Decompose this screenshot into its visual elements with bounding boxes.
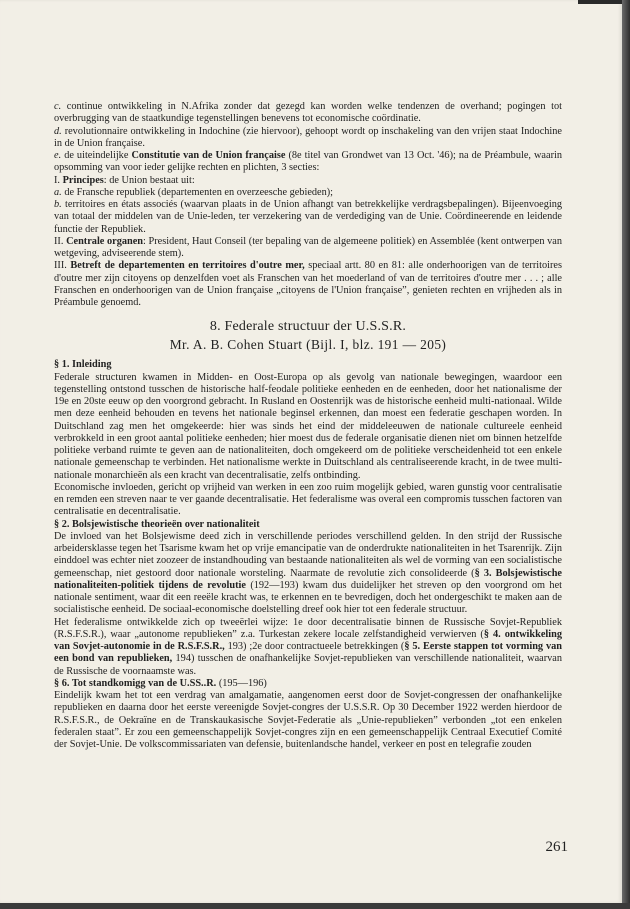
- item-text: territoires en états associés (waarvan plaats in de Union afhangt van betrekkelijke verdragsbepalingen). Bijeenvoeging van totaal der middelen van de Unie-leden, ter verzekering van de verdediging van de Unie. Coördineerende en leidende functie der Republiek.: [54, 199, 563, 235]
- item-text-rest: : de Union bestaat uit:: [103, 174, 195, 186]
- paragraph-text: Het federalisme ontwikkelde zich op tweeërlei wijze: 1e door decentralisatie binnen de Russische Sovjet-Republiek (R.S.F.S.R.), waar „autonome republieken” z.a. Turkestan zekere locale zelfstandigheid verwierven (: [54, 616, 562, 640]
- list-item-centrale-organen: [54, 236, 562, 261]
- item-bold-term: Betreft de departementen en territoires d'outre mer,: [70, 260, 305, 272]
- paragraph: [54, 531, 562, 617]
- subsection-heading-6: [54, 678, 562, 690]
- item-text: continue ontwikkeling in N.Afrika zonder dat gezegd kan worden welke tendenzen de overhand; pogingen tot overbrugging van de staatkundige tegenstellingen benevens tot economische coördinatie.: [54, 101, 562, 125]
- section-title: 8. Federale structuur der U.S.S.R.: [209, 319, 407, 335]
- subsection-heading-text: § 1. Inleiding: [54, 359, 112, 371]
- scan-corner-mark: [578, 0, 622, 4]
- list-item-b: [54, 199, 562, 236]
- item-bold-term: Centrale organen: [66, 235, 144, 247]
- item-marker: I.: [54, 174, 61, 186]
- paragraph: Federale structuren kwamen in Midden- en Oost-Europa op als gevolg van nationale bewegingen, waardoor een tegenstelling ontstond tusschen de historische half-feodale politieke eenheden en de eenheden, door het nationalisme der 19e en 20ste eeuw op den voorgrond gebracht. In Rusland en Oostenrijk was de historische eenheid multi-nationaal. Wilde men deze eenheid behouden en tevens het nationale beginsel erkennen, dan moest een federatie geschapen worden. In Duitschland zag men het omgekeerde: hier was sinds het eind der middeleeuwen de nationale cultureele eenheid verbrokkeld in een groot aantal politieke eenheden; hier moest dus de federale organisatie dienen niet om binnen hetzelfde politieke verband ruimte te geven aan de nationaliteiten, doch omgekeerd om de politieke verscheidenheid tot een enkele nationale gemeenschap te verbinden. Het nationalisme werkte in Duitschland als centraliseerende kracht, in de twee multi-nationale monarchieën als een kracht van decentralisatie, zelfs ontbinding.: [54, 371, 562, 481]
- page-range: (195—196): [218, 677, 267, 689]
- paragraph: [54, 617, 562, 678]
- scan-border-bottom: [0, 903, 630, 909]
- paragraph-text: De invloed van het Bolsjewisme deed zich in verschillende periodes verschillend gelden. In den strijd der Russische arbeidersklasse tegen het Tsarisme kwam het op vrije emancipatie van de onderdrukte nationaliteiten in het Tsarenrijk. Zijn einddoel was echter niet zoozeer de instandhouding van bestaande nationaliteiten als wel de vorming van een socialistische gemeenschap, niet gestoord door nationale worsteling. Naarmate de revolutie zich consolideerde (: [54, 530, 562, 579]
- section-reference: § 4. ontwikkeling van Sovjet-autonomie in de R.S.F.S.R.,: [54, 628, 562, 652]
- item-text-rest: speciaal artt. 80 en 81: alle onderhoorigen van de territoires d'outre mer zijn citoyens op denzelfden voet als Franschen van het moederland of van de territoires d'outre mer . . . ; alle Franschen en onderhoorigen van de Union française „citoyens de l'Union française”, genieten rechten en vrijheden als in Préambule genoemd.: [54, 260, 562, 308]
- page-number: 261: [545, 839, 568, 855]
- paragraph-text: (192—193) kwam dus duidelijker het streven op den voorgrond om het nationale sentiment, waar dit een reeële kracht was, te erkennen en te bevredigen, doch het ondergeschikt te maken aan de socialistische eenheid. De sociaal-economische doelstelling dreef ook hier tot een federale structuur.: [54, 579, 563, 616]
- item-text: de Fransche republiek (departementen en overzeesche gebieden);: [64, 186, 334, 198]
- item-text-rest: (8e titel van Grondwet van 13 Oct. '46); na de Préambule, waarin opsomming van voor ieder gelijke rechten en plichten, 3 secties:: [54, 150, 563, 174]
- scan-border-right: [622, 0, 630, 909]
- section-reference: § 3. Bolsjewistische nationaliteiten-politiek tijdens de revolutie: [54, 567, 562, 591]
- item-marker: e.: [54, 150, 62, 161]
- paragraph: Eindelijk kwam het tot een verdrag van amalgamatie, aangenomen eerst door de Sovjet-congressen der onafhankelijke republieken en daarna door het eerste vereenigde Sovjet-congres der U.S.S.R. Op 30 December 1922 werden hierdoor de R.S.F.S.R., de Oekraïne en de Transkaukasische Sovjet-Federatie als „Unie-republieken” verbonden „tot een enkelen federalen staat”. Er zou een gemeenschappelijk Sovjet-congres zijn en een gemeenschappelijk Centraal Executief Comité der Sovjet-Unie. De volkscommissariaten van defensie, buitenlandsche handel, verkeer en post en telegrafie zouden: [54, 690, 562, 750]
- item-marker: III.: [54, 260, 67, 272]
- paragraph-text: 193) ;2e door contractueele betrekkingen (: [227, 641, 405, 652]
- item-bold-term: Constitutie van de Union française: [131, 150, 286, 161]
- paragraph-text: 194) tusschen de onafhankelijke Sovjet-republieken van verschillende nationaliteit, waarvan de Russische de voornaamste was.: [54, 653, 562, 677]
- item-marker: d.: [54, 125, 62, 137]
- item-text: revolutionnaire ontwikkeling in Indochine (zie hiervoor), gehoopt wordt op inschakeling van den vrijen staat Indochine in de Union française.: [54, 125, 563, 149]
- subsection-heading-text: § 2. Bolsjewistische theorieën over nationaliteit: [54, 518, 260, 530]
- page-content: [54, 101, 562, 751]
- list-item-departementen: [54, 260, 562, 309]
- item-marker: c.: [54, 101, 62, 112]
- subsection-heading-text: § 6. Tot standkomigg van de U.SS..R.: [54, 677, 217, 689]
- list-item-d: [54, 126, 562, 151]
- paragraph: Economische invloeden, gericht op vrijheid van werken in een zoo ruim mogelijk gebied, waren gunstig voor centralisatie en remden een streven naar te ver gaande decentralisatie. Het federalisme was overal een compromis tusschen factoren van centralisatie en decentralisatie.: [54, 481, 562, 518]
- item-marker: b.: [54, 199, 62, 210]
- item-marker: II.: [54, 235, 64, 247]
- item-bold-term: Principes: [62, 174, 104, 186]
- list-item-c: [54, 101, 562, 126]
- section-reference: § 5. Eerste stappen tot vorming van een bond van republieken,: [54, 641, 562, 665]
- list-item-e: [54, 150, 562, 175]
- list-item-principes: [54, 175, 562, 187]
- section-author: Mr. A. B. Cohen Stuart (Bijl. I, blz. 191 — 205): [169, 337, 447, 353]
- list-item-a: [54, 187, 562, 199]
- item-marker: a.: [54, 186, 62, 198]
- subsection-heading-2: [54, 519, 562, 531]
- item-text: de uiteindelijke: [64, 150, 129, 161]
- subsection-heading-1: [54, 359, 562, 371]
- item-text-rest: : President, Haut Conseil (ter bepaling van de algemeene politiek) en Assemblée (kent ontwerpen van wetgeving, adviseerende stem).: [54, 235, 563, 259]
